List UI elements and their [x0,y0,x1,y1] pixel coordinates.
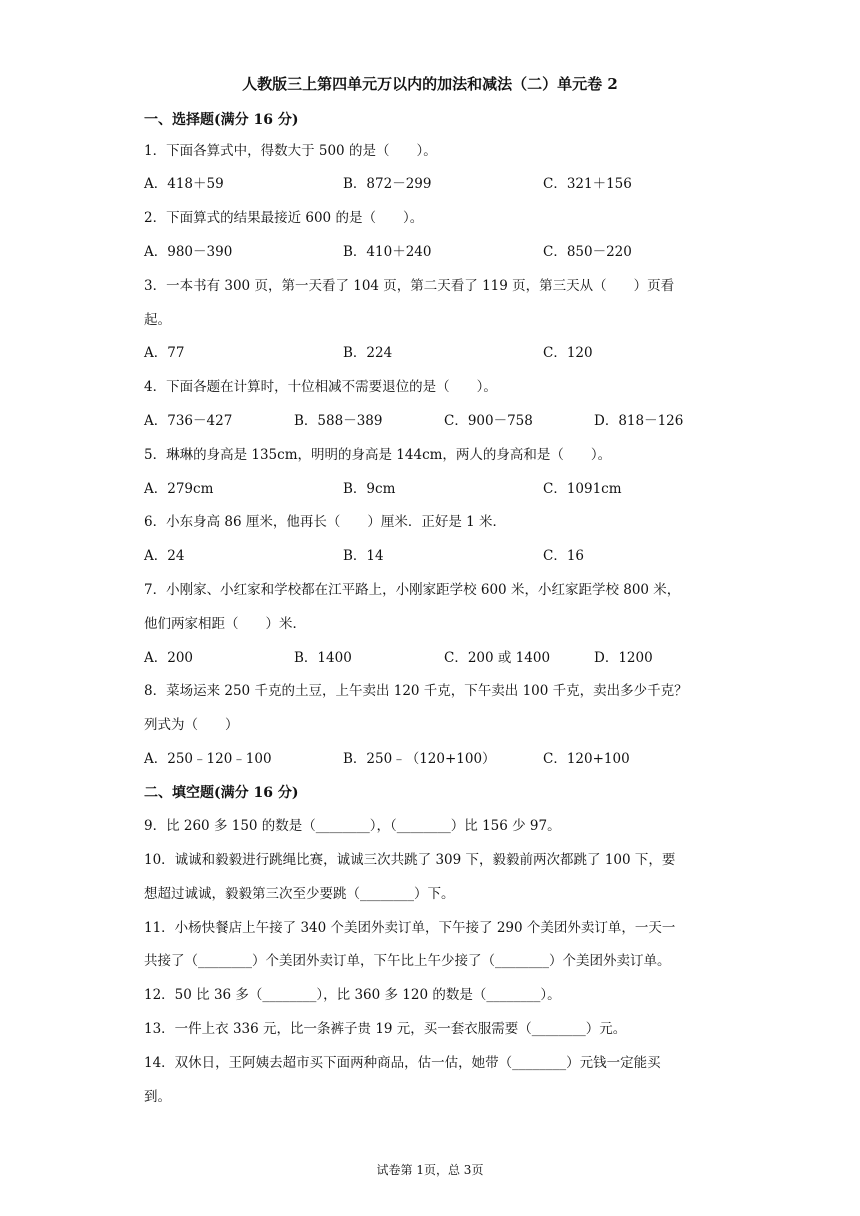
question-9: 9．比 260 多 150 的数是（________），（________）比 156 少 97。 [144,818,561,834]
q4-option-b: B．588－389 [294,413,383,429]
question-12: 12．50 比 36 多（________），比 360 多 120 的数是（________）。 [144,987,561,1003]
question-3-line-2: 起。 [144,312,171,328]
question-3-line-1: 3．一本书有 300 页，第一天看了 104 页，第二天看了 119 页，第三天从（ ）页看 [144,278,675,294]
question-13: 13．一件上衣 336 元，比一条裤子贵 19 元，买一套衣服需要（________）元。 [144,1021,627,1037]
q1-option-a: A．418＋59 [144,176,224,192]
q3-option-c: C．120 [543,345,593,361]
q2-option-b: B．410＋240 [343,244,432,260]
q6-option-c: C．16 [543,548,585,564]
page-footer: 试卷第 1页，总 3页 [376,1163,484,1177]
q7-option-d: D．1200 [594,650,653,666]
q2-option-a: A．980－390 [144,244,233,260]
q3-option-b: B．224 [343,345,393,361]
q4-option-c: C．900－758 [444,413,533,429]
q7-option-a: A．200 [144,650,194,666]
question-10-line-1: 10．诚诚和毅毅进行跳绳比赛，诚诚三次共跳了 309 下，毅毅前两次都跳了 100 下，要 [144,852,676,868]
question-11-line-1: 11．小杨快餐店上午接了 340 个美团外卖订单，下午接了 290 个美团外卖订单，一天一 [144,920,676,936]
q5-option-c: C．1091cm [543,481,622,497]
question-14-line-2: 到。 [144,1089,171,1105]
q8-option-c: C．120+100 [543,751,630,767]
page-title: 人教版三上第四单元万以内的加法和减法（二）单元卷 2 [242,75,618,93]
question-8-line-2: 列式为（ ） [144,717,239,733]
question-7-line-2: 他们两家相距（ ）米． [144,616,306,632]
q1-option-b: B．872－299 [343,176,432,192]
section-heading-choice: 一、选择题(满分 16 分) [144,112,299,128]
question-10-line-2: 想超过诚诚，毅毅第三次至少要跳（________）下。 [144,886,455,902]
q8-option-b: B．250﹣（120+100） [343,751,496,767]
q3-option-a: A．77 [144,345,185,361]
q6-option-a: A．24 [144,548,185,564]
q2-option-c: C．850－220 [543,244,632,260]
question-11-line-2: 共接了（________）个美团外卖订单，下午比上午少接了（________）个美团外卖订单。 [144,953,671,969]
question-7-line-1: 7．小刚家、小红家和学校都在江平路上，小刚家距学校 600 米，小红家距学校 800 米， [144,582,681,598]
q4-option-d: D．818－126 [594,413,684,429]
question-4: 4．下面各题在计算时，十位相减不需要退位的是（ ）。 [144,379,497,395]
question-1: 1．下面各算式中，得数大于 500 的是（ ）。 [144,143,437,159]
question-14-line-1: 14．双休日，王阿姨去超市买下面两种商品，估一估，她带（________）元钱一定能买 [144,1055,661,1071]
q7-option-c: C．200 或 1400 [444,650,551,666]
q1-option-c: C．321＋156 [543,176,632,192]
question-2: 2．下面算式的结果最接近 600 的是（ ）。 [144,210,424,226]
q5-option-b: B．9cm [343,481,396,497]
question-5: 5．琳琳的身高是 135cm，明明的身高是 144cm，两人的身高和是（ ）。 [144,447,612,463]
q6-option-b: B．14 [343,548,384,564]
q8-option-a: A．250﹣120﹣100 [144,751,272,767]
q5-option-a: A．279cm [144,481,214,497]
question-6: 6．小东身高 86 厘米，他再长（ ）厘米．正好是 1 米． [144,514,507,530]
section-heading-fill-in: 二、填空题(满分 16 分) [144,785,299,801]
q4-option-a: A．736－427 [144,413,233,429]
question-8-line-1: 8．菜场运来 250 千克的土豆，上午卖出 120 千克，下午卖出 100 千克，卖出多少千克？ [144,683,688,699]
q7-option-b: B．1400 [294,650,352,666]
